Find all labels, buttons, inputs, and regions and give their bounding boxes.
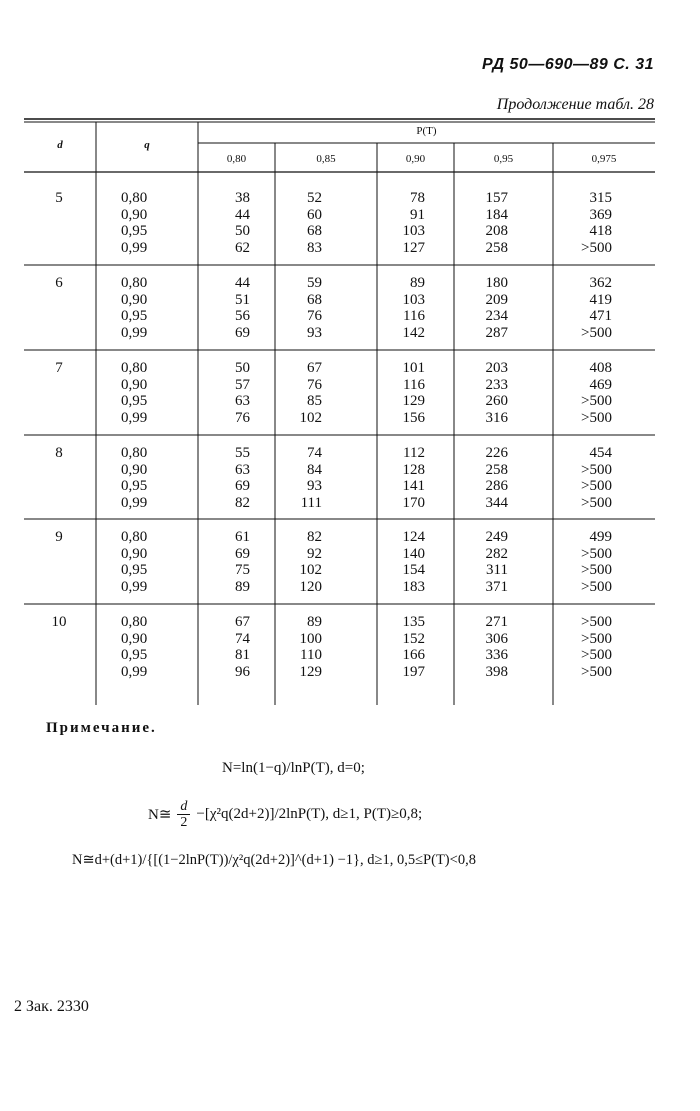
table-cell: 56 bbox=[235, 308, 250, 324]
formula-2-right: −[χ²q(2d+2)]/2lnP(T), d≥1, P(T)≥0,8; bbox=[196, 806, 423, 822]
table-cell: 81 bbox=[235, 647, 250, 663]
value-column bbox=[486, 360, 509, 426]
value-column bbox=[403, 445, 426, 511]
table-cell: 55 bbox=[235, 445, 250, 461]
table-cell: 116 bbox=[403, 376, 425, 393]
formula-2-left: N≅ bbox=[148, 807, 172, 823]
value-column bbox=[235, 445, 250, 511]
table-cell: 344 bbox=[485, 494, 508, 511]
q-value: 0,99 bbox=[121, 409, 148, 426]
q-value: 0,90 bbox=[121, 291, 148, 308]
value-column bbox=[581, 445, 612, 511]
table-cell: 62 bbox=[235, 239, 250, 256]
q-value: 0,80 bbox=[121, 190, 148, 206]
table-cell: 286 bbox=[485, 478, 508, 494]
table-cell: 61 bbox=[235, 529, 250, 545]
col-header-d: d bbox=[57, 139, 63, 151]
table-cell: >500 bbox=[581, 409, 612, 426]
table-cell: 156 bbox=[402, 409, 425, 426]
d-value: 7 bbox=[55, 360, 63, 376]
table-cell: 44 bbox=[235, 206, 250, 223]
d-value: 9 bbox=[55, 529, 63, 545]
table-cell: 110 bbox=[300, 647, 322, 663]
table-cell: >500 bbox=[581, 239, 612, 256]
table-cell: 287 bbox=[485, 324, 508, 341]
table-cell: 103 bbox=[402, 223, 425, 239]
table-cell: 311 bbox=[486, 562, 508, 578]
table-cell: 336 bbox=[485, 647, 508, 663]
table-cell: 52 bbox=[307, 190, 322, 206]
table-cell: 170 bbox=[402, 494, 425, 511]
table-cell: >500 bbox=[581, 614, 612, 630]
table-cell: 316 bbox=[485, 409, 508, 426]
table-cell: 83 bbox=[307, 239, 322, 256]
q-value: 0,99 bbox=[121, 494, 148, 511]
table-cell: 50 bbox=[235, 223, 250, 239]
value-column bbox=[486, 275, 509, 341]
q-value: 0,99 bbox=[121, 578, 148, 595]
q-values-column bbox=[121, 529, 147, 595]
table-caption: Продолжение табл. 28 bbox=[496, 96, 654, 113]
table-cell: 140 bbox=[402, 545, 425, 562]
value-column bbox=[403, 360, 426, 426]
q-value: 0,99 bbox=[121, 324, 148, 341]
table-cell: 419 bbox=[589, 291, 612, 308]
q-values-column bbox=[121, 614, 147, 680]
pt-header-3: 0,95 bbox=[493, 153, 514, 165]
table-cell: 129 bbox=[299, 663, 322, 680]
table-cell: 120 bbox=[299, 578, 322, 595]
value-column bbox=[300, 529, 323, 595]
col-header-pt: P(T) bbox=[416, 125, 437, 137]
table-cell: 154 bbox=[402, 562, 425, 578]
q-value: 0,99 bbox=[121, 663, 148, 680]
q-value: 0,80 bbox=[121, 360, 148, 376]
table-cell: 57 bbox=[235, 376, 250, 393]
value-column bbox=[581, 614, 612, 680]
value-column bbox=[235, 360, 250, 426]
d-value: 5 bbox=[55, 190, 63, 206]
pt-header-0: 0,80 bbox=[226, 153, 247, 165]
table-cell: 74 bbox=[235, 630, 250, 647]
table-cell: 184 bbox=[485, 206, 508, 223]
table-cell: 226 bbox=[485, 445, 508, 461]
q-values-column bbox=[121, 360, 147, 426]
value-column bbox=[581, 360, 612, 426]
table-cell: 96 bbox=[235, 663, 250, 680]
table-cell: 82 bbox=[307, 529, 322, 545]
q-value: 0,80 bbox=[121, 275, 148, 291]
table-cell: 306 bbox=[485, 630, 508, 647]
pt-header-2: 0,90 bbox=[405, 153, 426, 165]
pt-header-4: 0,975 bbox=[591, 153, 617, 165]
table-cell: 101 bbox=[402, 360, 425, 376]
table-cell: 93 bbox=[307, 324, 322, 341]
table-cell: 50 bbox=[235, 360, 250, 376]
table-cell: 76 bbox=[307, 376, 322, 393]
table-cell: 371 bbox=[485, 578, 508, 595]
table-cell: 84 bbox=[307, 461, 322, 478]
table-cell: >500 bbox=[581, 545, 612, 562]
value-column bbox=[581, 529, 612, 595]
table-cell: 249 bbox=[485, 529, 508, 545]
table-cell: >500 bbox=[581, 324, 612, 341]
value-column bbox=[235, 529, 250, 595]
q-value: 0,90 bbox=[121, 206, 148, 223]
table-cell: 166 bbox=[402, 647, 425, 663]
table-cell: 369 bbox=[589, 206, 612, 223]
table-cell: 197 bbox=[402, 663, 425, 680]
table-cell: 102 bbox=[299, 562, 322, 578]
q-values-column bbox=[121, 445, 147, 511]
note-title: Примечание. bbox=[46, 720, 157, 736]
value-column bbox=[486, 529, 509, 595]
table-cell: 454 bbox=[589, 445, 612, 461]
value-column bbox=[235, 190, 250, 256]
table-cell: 180 bbox=[485, 275, 508, 291]
table-cell: 129 bbox=[402, 393, 425, 409]
q-value: 0,99 bbox=[121, 239, 148, 256]
d-value: 8 bbox=[55, 445, 63, 461]
q-value: 0,95 bbox=[121, 647, 148, 663]
table-cell: 271 bbox=[485, 614, 508, 630]
formula-3 bbox=[72, 852, 476, 869]
table-cell: 93 bbox=[307, 478, 322, 494]
d-value: 10 bbox=[51, 614, 67, 630]
formula-3-text: N≅d+(d+1)/{[(1−2lnP(T))/χ²q(2d+2)]^(d+1) −1}, d≥1, 0,5≤P(T)<0,8 bbox=[72, 852, 476, 868]
table-cell: >500 bbox=[581, 478, 612, 494]
value-column bbox=[300, 360, 323, 426]
table-cell: 260 bbox=[485, 393, 508, 409]
table-cell: 234 bbox=[485, 308, 508, 324]
table-cell: 44 bbox=[235, 275, 250, 291]
table-cell: 100 bbox=[299, 630, 322, 647]
table-cell: 89 bbox=[235, 578, 250, 595]
value-column bbox=[486, 614, 509, 680]
table-cell: 418 bbox=[589, 223, 612, 239]
table-cell: 128 bbox=[402, 461, 425, 478]
table-cell: 69 bbox=[235, 324, 250, 341]
q-value: 0,95 bbox=[121, 562, 148, 578]
q-value: 0,95 bbox=[121, 308, 148, 324]
table-cell: 362 bbox=[589, 275, 612, 291]
table-cell: 258 bbox=[485, 461, 508, 478]
q-values-column bbox=[121, 190, 147, 256]
formula-2-fraction bbox=[177, 799, 190, 830]
value-column bbox=[235, 614, 250, 680]
value-column bbox=[403, 190, 426, 256]
table-cell: 74 bbox=[307, 445, 322, 461]
q-value: 0,90 bbox=[121, 630, 148, 647]
q-value: 0,90 bbox=[121, 376, 148, 393]
col-header-q: q bbox=[144, 139, 150, 151]
table-cell: 102 bbox=[299, 409, 322, 426]
table-cell: 68 bbox=[307, 291, 322, 308]
value-column bbox=[486, 445, 509, 511]
value-column bbox=[403, 275, 426, 341]
table-cell: 152 bbox=[402, 630, 425, 647]
table-cell: 469 bbox=[589, 376, 612, 393]
table-cell: 76 bbox=[235, 409, 250, 426]
table-cell: 78 bbox=[410, 190, 425, 206]
table-cell: 76 bbox=[307, 308, 322, 324]
q-value: 0,90 bbox=[121, 461, 148, 478]
table-cell: >500 bbox=[581, 393, 612, 409]
q-value: 0,95 bbox=[121, 223, 148, 239]
table-cell: 141 bbox=[402, 478, 425, 494]
table-cell: 124 bbox=[402, 529, 425, 545]
table-cell: 67 bbox=[235, 614, 250, 630]
value-column bbox=[307, 190, 322, 256]
table-cell: 85 bbox=[307, 393, 322, 409]
q-value: 0,95 bbox=[121, 393, 148, 409]
table-cell: 398 bbox=[485, 663, 508, 680]
table-cell: 75 bbox=[235, 562, 250, 578]
table-cell: 203 bbox=[485, 360, 508, 376]
table-cell: 112 bbox=[403, 445, 425, 461]
table-cell: >500 bbox=[581, 630, 612, 647]
table-cell: 63 bbox=[235, 393, 250, 409]
table-cell: 51 bbox=[235, 291, 250, 308]
table-cell: 116 bbox=[403, 308, 425, 324]
value-column bbox=[307, 275, 322, 341]
q-value: 0,90 bbox=[121, 545, 148, 562]
formula-1-text: N=ln(1−q)/lnP(T), d=0; bbox=[222, 760, 365, 776]
table-cell: 63 bbox=[235, 461, 250, 478]
table-cell: 69 bbox=[235, 478, 250, 494]
q-value: 0,80 bbox=[121, 614, 148, 630]
value-column bbox=[301, 445, 322, 511]
table-cell: 60 bbox=[307, 206, 322, 223]
table-cell: >500 bbox=[581, 647, 612, 663]
table-cell: 233 bbox=[485, 376, 508, 393]
table-cell: >500 bbox=[581, 578, 612, 595]
q-values-column bbox=[121, 275, 147, 341]
table-cell: 92 bbox=[307, 545, 322, 562]
table-cell: 209 bbox=[485, 291, 508, 308]
table-cell: 208 bbox=[485, 223, 508, 239]
table-cell: 142 bbox=[402, 324, 425, 341]
formula-2-denominator: 2 bbox=[180, 815, 188, 830]
table-cell: 89 bbox=[307, 614, 322, 630]
table-cell: 69 bbox=[235, 545, 250, 562]
value-column bbox=[581, 190, 612, 256]
table-cell: 183 bbox=[402, 578, 425, 595]
table-cell: 499 bbox=[589, 529, 612, 545]
formula-2 bbox=[148, 799, 422, 830]
q-value: 0,95 bbox=[121, 478, 148, 494]
table-cell: 157 bbox=[485, 190, 508, 206]
table-cell: 408 bbox=[589, 360, 612, 376]
table-cell: 38 bbox=[235, 190, 250, 206]
table-cell: >500 bbox=[581, 562, 612, 578]
table-cell: 127 bbox=[402, 239, 425, 256]
table-cell: 82 bbox=[235, 494, 250, 511]
table-cell: 315 bbox=[589, 190, 612, 206]
table-cell: 258 bbox=[485, 239, 508, 256]
table-cell: 91 bbox=[410, 206, 425, 223]
table-cell: 282 bbox=[485, 545, 508, 562]
page-header: РД 50—690—89 С. 31 bbox=[481, 56, 654, 73]
table-cell: 89 bbox=[410, 275, 425, 291]
table-cell: >500 bbox=[581, 494, 612, 511]
value-column bbox=[235, 275, 250, 341]
table-cell: 111 bbox=[300, 494, 322, 511]
table-cell: 67 bbox=[307, 360, 322, 376]
footer-order: 2 Зак. 2330 bbox=[14, 998, 89, 1015]
table-cell: 103 bbox=[402, 291, 425, 308]
value-column bbox=[300, 614, 323, 680]
value-column bbox=[581, 275, 612, 341]
table-cell: >500 bbox=[581, 461, 612, 478]
table-cell: 59 bbox=[307, 275, 322, 291]
table-cell: 68 bbox=[307, 223, 322, 239]
q-value: 0,80 bbox=[121, 445, 148, 461]
value-column bbox=[486, 190, 509, 256]
table-cell: 135 bbox=[402, 614, 425, 630]
pt-header-1: 0,85 bbox=[316, 153, 336, 165]
value-column bbox=[403, 614, 426, 680]
formula-1 bbox=[222, 760, 365, 777]
formula-2-numerator: d bbox=[177, 799, 190, 815]
q-value: 0,80 bbox=[121, 529, 148, 545]
table-cell: 471 bbox=[589, 308, 612, 324]
value-column bbox=[403, 529, 426, 595]
table-cell: >500 bbox=[581, 663, 612, 680]
d-value: 6 bbox=[55, 275, 63, 291]
